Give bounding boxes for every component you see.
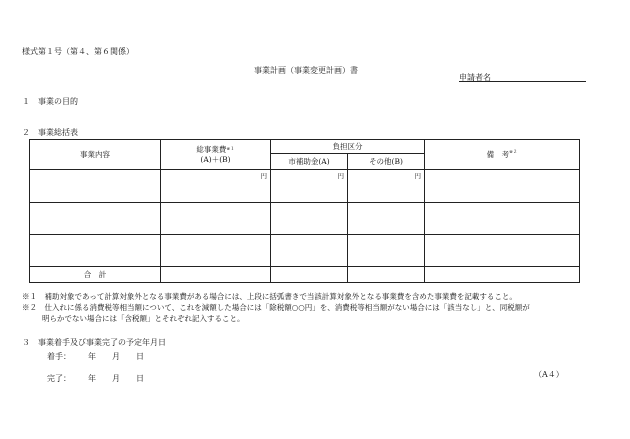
header-subsidy: 市補助金(A) (271, 154, 348, 170)
cell-total[interactable] (161, 203, 271, 235)
cell-other[interactable] (348, 170, 425, 203)
total-cell-other[interactable] (348, 267, 425, 283)
end-date-value[interactable]: 年 月 日 (88, 374, 144, 383)
cell-content[interactable] (30, 170, 161, 203)
cell-remarks[interactable] (425, 203, 580, 235)
section-summary-heading: ２ 事業総括表 (22, 128, 78, 137)
cell-other[interactable] (348, 203, 425, 235)
header-burden: 負担区分 (271, 140, 425, 154)
end-date-label: 完了： (47, 374, 71, 383)
header-total-cost: 総事業費$^{※1}$ (A)＋(B) (161, 140, 271, 170)
note-2-continued: 明らかでない場合には「含税額」とそれぞれ記入すること。 (42, 314, 245, 323)
header-content: 事業内容 (30, 140, 161, 170)
paper-size-label: （A４） (534, 370, 564, 379)
applicant-name-line[interactable] (459, 81, 586, 82)
form-number: 様式第１号（第４、第６関係） (22, 47, 134, 56)
cell-subsidy[interactable] (271, 235, 348, 267)
header-other: その他(B) (348, 154, 425, 170)
table-row (30, 235, 580, 267)
header-remarks: 備 考$^{※2}$ (425, 140, 580, 170)
cell-content[interactable] (30, 203, 161, 235)
document-title: 事業計画（事業変更計画）書 (254, 66, 358, 75)
total-row (30, 267, 580, 283)
cell-total[interactable] (161, 170, 271, 203)
total-cell-total[interactable] (161, 267, 271, 283)
cell-remarks[interactable] (425, 170, 580, 203)
total-cell-remarks[interactable] (425, 267, 580, 283)
cell-subsidy[interactable] (271, 170, 348, 203)
section-purpose-heading: １ 事業の目的 (22, 97, 78, 106)
yen-unit: 円 (260, 172, 267, 180)
project-summary-table (29, 139, 580, 283)
cell-content[interactable] (30, 235, 161, 267)
note-2: ※２ 仕入れに係る消費税等相当額について、これを減額した場合には「除税額○○円」を、消費税等相当額がない場合には「該当なし」と、同税額が (22, 303, 530, 312)
total-label: 合 計 (30, 267, 161, 283)
yen-unit: 円 (414, 172, 421, 180)
start-date-value[interactable]: 年 月 日 (88, 352, 144, 361)
table-row (30, 203, 580, 235)
cell-total[interactable] (161, 235, 271, 267)
cell-remarks[interactable] (425, 235, 580, 267)
section-schedule-heading: ３ 事業着手及び事業完了の予定年月日 (22, 338, 166, 347)
yen-unit: 円 (337, 172, 344, 180)
note-1: ※１ 補助対象であって計算対象外となる事業費がある場合には、上段に括弧書きで当該計算対象外となる事業費を含めた事業費を記載すること。 (22, 292, 517, 301)
cell-subsidy[interactable] (271, 203, 348, 235)
start-date-label: 着手： (47, 352, 71, 361)
total-cell-subsidy[interactable] (271, 267, 348, 283)
applicant-name-label: 申請者名 (459, 73, 491, 82)
cell-other[interactable] (348, 235, 425, 267)
table-row (30, 170, 580, 203)
